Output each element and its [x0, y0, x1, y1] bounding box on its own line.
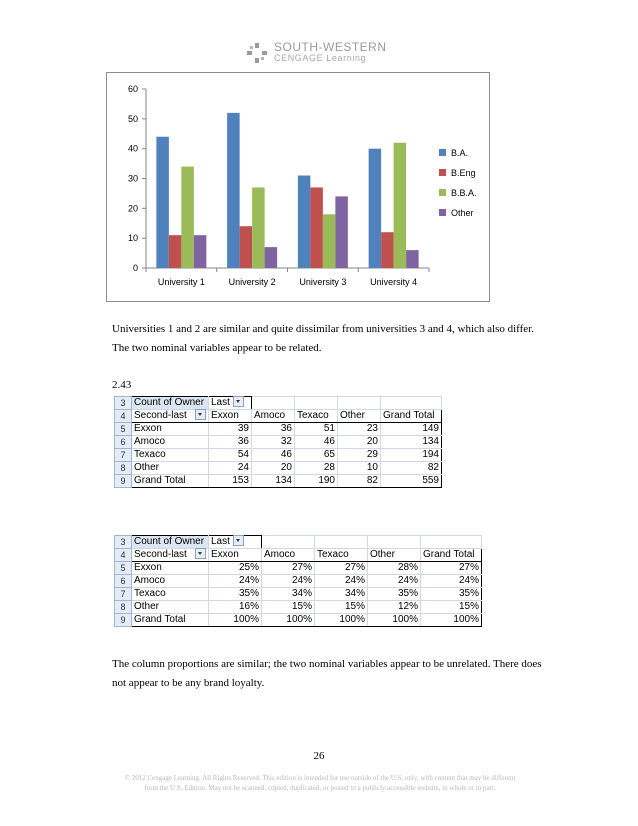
value-cell: 24% — [262, 575, 315, 588]
dropdown-icon[interactable] — [195, 409, 206, 420]
row-header: 3 — [115, 397, 132, 410]
pivot-data-row — [115, 449, 442, 462]
value-cell: 100% — [421, 614, 482, 627]
row-label: Exxon — [132, 562, 209, 575]
value-cell: 24% — [421, 575, 482, 588]
pivot-data-row — [115, 562, 482, 575]
bar-chart — [106, 72, 490, 302]
value-cell: 28% — [368, 562, 421, 575]
value-cell: 24% — [209, 575, 262, 588]
column-header: Other — [368, 549, 421, 562]
bar-bba-3 — [323, 214, 336, 268]
x-tick-label: University 2 — [228, 277, 276, 287]
value-cell: 46 — [252, 449, 295, 462]
pivot-data-row — [115, 588, 482, 601]
empty-cell — [338, 397, 381, 410]
pivot-table-proportions — [114, 535, 482, 627]
value-cell: 46 — [295, 436, 338, 449]
value-cell: 35% — [421, 588, 482, 601]
empty-cell — [421, 536, 482, 549]
value-cell: 194 — [381, 449, 442, 462]
value-cell: 39 — [209, 423, 252, 436]
value-cell: 100% — [368, 614, 421, 627]
logo-line2: CENGAGE Learning — [274, 53, 367, 63]
value-cell: 100% — [262, 614, 315, 627]
value-cell: 54 — [209, 449, 252, 462]
pivot-data-row — [115, 575, 482, 588]
para2-line1: The column proportions are similar; the two nominal variables appear to be unrelated. There does — [112, 658, 542, 670]
row-header: 7 — [115, 588, 132, 601]
pivot-data-row — [115, 601, 482, 614]
dropdown-icon[interactable] — [233, 396, 244, 407]
value-cell: 34% — [315, 588, 368, 601]
value-cell: 100% — [209, 614, 262, 627]
chart-svg — [107, 73, 489, 301]
y-tick-label: 10 — [127, 233, 138, 244]
row-header: 8 — [115, 462, 132, 475]
row-header: 6 — [115, 575, 132, 588]
value-cell: 15% — [262, 601, 315, 614]
value-cell: 100% — [315, 614, 368, 627]
row-header: 9 — [115, 614, 132, 627]
row-label: Amoco — [132, 436, 209, 449]
footer-line2: from the U.S. Edition. May not be scanned, copied, duplicated, or posted to a publicly accessible website, in whole or in part. — [144, 784, 496, 792]
copyright-footer — [110, 773, 530, 793]
bar-other-1 — [194, 235, 207, 268]
y-tick-label: 0 — [132, 263, 138, 273]
value-cell: 15% — [315, 601, 368, 614]
legend-swatch — [439, 209, 446, 216]
row-label: Grand Total — [132, 614, 209, 627]
para2-line2: not appear to be any brand loyalty. — [112, 677, 265, 689]
value-cell: 25% — [209, 562, 262, 575]
bar-beng-2 — [240, 226, 253, 268]
row-header: 6 — [115, 436, 132, 449]
legend-swatch — [439, 149, 446, 156]
cengage-star-icon — [246, 42, 268, 64]
legend-swatch — [439, 169, 446, 176]
y-tick-label: 40 — [127, 143, 138, 154]
value-cell: 10 — [338, 462, 381, 475]
row-label: Texaco — [132, 449, 209, 462]
exercise-label: 2.43 — [112, 379, 132, 391]
paragraph-universities — [112, 320, 534, 358]
bar-bba-4 — [394, 143, 407, 268]
value-cell: 82 — [381, 462, 442, 475]
legend-label: B.B.A. — [451, 188, 477, 198]
value-cell: 24 — [209, 462, 252, 475]
column-header: Other — [338, 410, 381, 423]
row-header: 5 — [115, 423, 132, 436]
value-cell: 34% — [262, 588, 315, 601]
footer-line1: © 2012 Cengage Learning. All Rights Reserved. This edition is intended for use outside of the U.S. only, with content that may be different — [124, 774, 516, 782]
bar-beng-3 — [310, 187, 323, 268]
value-cell: 24% — [315, 575, 368, 588]
row-field: Second-last — [132, 410, 209, 423]
column-field: Last — [209, 397, 252, 410]
column-header: Grand Total — [421, 549, 482, 562]
x-tick-label: University 3 — [299, 277, 347, 287]
column-header: Amoco — [262, 549, 315, 562]
value-cell: 20 — [252, 462, 295, 475]
y-tick-label: 50 — [127, 113, 138, 124]
value-cell: 23 — [338, 423, 381, 436]
count-label: Count of Owner — [132, 536, 209, 549]
pivot-row-4 — [115, 549, 482, 562]
empty-cell — [295, 397, 338, 410]
column-field: Last — [209, 536, 262, 549]
value-cell: 82 — [338, 475, 381, 488]
value-cell: 20 — [338, 436, 381, 449]
column-header: Exxon — [209, 410, 252, 423]
value-cell: 190 — [295, 475, 338, 488]
publisher-logo — [246, 40, 406, 66]
value-cell: 27% — [315, 562, 368, 575]
empty-cell — [252, 397, 295, 410]
row-label: Amoco — [132, 575, 209, 588]
value-cell: 12% — [368, 601, 421, 614]
value-cell: 35% — [368, 588, 421, 601]
pivot-table-counts — [114, 396, 442, 488]
dropdown-icon[interactable] — [195, 548, 206, 559]
legend-swatch — [439, 189, 446, 196]
empty-cell — [262, 536, 315, 549]
value-cell: 36 — [209, 436, 252, 449]
value-cell: 27% — [262, 562, 315, 575]
row-header: 3 — [115, 536, 132, 549]
row-label: Other — [132, 601, 209, 614]
row-header: 4 — [115, 549, 132, 562]
bar-other-3 — [335, 196, 348, 268]
bar-ba-2 — [227, 113, 240, 268]
legend-label: Other — [451, 208, 474, 218]
bar-beng-4 — [381, 232, 394, 268]
y-tick-label: 60 — [127, 84, 138, 94]
bar-other-4 — [406, 250, 419, 268]
row-header: 8 — [115, 601, 132, 614]
pivot-data-row — [115, 614, 482, 627]
x-tick-label: University 4 — [370, 277, 418, 287]
bar-bba-2 — [252, 187, 265, 268]
row-header: 4 — [115, 410, 132, 423]
value-cell: 134 — [381, 436, 442, 449]
logo-line1: SOUTH-WESTERN — [274, 40, 387, 54]
value-cell: 24% — [368, 575, 421, 588]
bar-other-2 — [265, 247, 278, 268]
value-cell: 65 — [295, 449, 338, 462]
column-header: Exxon — [209, 549, 262, 562]
row-label: Exxon — [132, 423, 209, 436]
value-cell: 28 — [295, 462, 338, 475]
pivot-data-row — [115, 475, 442, 488]
row-header: 9 — [115, 475, 132, 488]
bar-ba-1 — [156, 137, 169, 268]
legend-label: B.Eng — [451, 168, 476, 178]
value-cell: 51 — [295, 423, 338, 436]
x-tick-label: University 1 — [157, 277, 205, 287]
pivot-row-4 — [115, 410, 442, 423]
value-cell: 16% — [209, 601, 262, 614]
y-tick-label: 20 — [127, 203, 138, 214]
y-tick-label: 30 — [127, 173, 138, 184]
pivot-row-3 — [115, 536, 482, 549]
value-cell: 32 — [252, 436, 295, 449]
pivot-data-row — [115, 423, 442, 436]
bar-ba-3 — [298, 176, 311, 268]
row-header: 7 — [115, 449, 132, 462]
value-cell: 29 — [338, 449, 381, 462]
value-cell: 35% — [209, 588, 262, 601]
para1-line2: The two nominal variables appear to be related. — [112, 342, 322, 354]
empty-cell — [315, 536, 368, 549]
value-cell: 153 — [209, 475, 252, 488]
value-cell: 15% — [421, 601, 482, 614]
empty-cell — [381, 397, 442, 410]
dropdown-icon[interactable] — [233, 535, 244, 546]
para1-line1: Universities 1 and 2 are similar and quite dissimilar from universities 3 and 4, which also differ. — [112, 323, 534, 335]
bar-beng-1 — [169, 235, 182, 268]
value-cell: 134 — [252, 475, 295, 488]
paragraph-conclusion — [112, 655, 542, 693]
column-header: Amoco — [252, 410, 295, 423]
bar-bba-1 — [181, 167, 194, 268]
row-field: Second-last — [132, 549, 209, 562]
pivot-data-row — [115, 436, 442, 449]
row-label: Other — [132, 462, 209, 475]
page-number: 26 — [313, 750, 325, 762]
pivot-data-row — [115, 462, 442, 475]
value-cell: 149 — [381, 423, 442, 436]
bar-ba-4 — [369, 149, 382, 268]
value-cell: 559 — [381, 475, 442, 488]
empty-cell — [368, 536, 421, 549]
row-label: Texaco — [132, 588, 209, 601]
value-cell: 36 — [252, 423, 295, 436]
row-header: 5 — [115, 562, 132, 575]
column-header: Texaco — [315, 549, 368, 562]
row-label: Grand Total — [132, 475, 209, 488]
column-header: Texaco — [295, 410, 338, 423]
column-header: Grand Total — [381, 410, 442, 423]
legend-label: B.A. — [451, 148, 469, 158]
value-cell: 27% — [421, 562, 482, 575]
count-label: Count of Owner — [132, 397, 209, 410]
pivot-row-3 — [115, 397, 442, 410]
